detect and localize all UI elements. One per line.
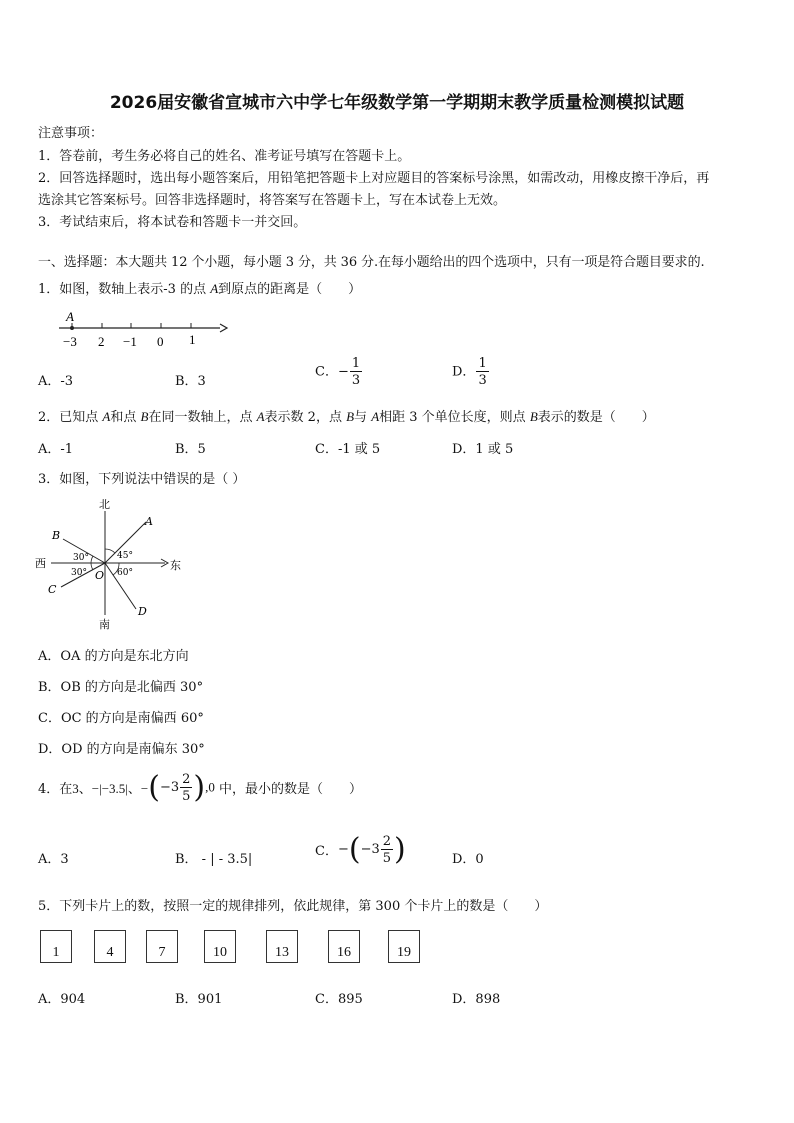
tick-label: 2 bbox=[98, 334, 105, 349]
label-b: B bbox=[52, 529, 61, 542]
q5-option-a: A．904 bbox=[38, 992, 86, 1007]
question-5-stem: 5．下列卡片上的数，按照一定的规律排列，依此规律，第 300 个卡片上的数是（ ） bbox=[38, 899, 548, 914]
q5-option-b: B．901 bbox=[175, 992, 223, 1007]
q2-option-c: C．-1 或 5 bbox=[315, 442, 381, 457]
number-card: 19 bbox=[388, 930, 420, 963]
notice-item: 3．考试结束后，将本试卷和答题卡一并交回。 bbox=[38, 215, 307, 230]
compass-figure bbox=[33, 497, 193, 632]
tick-label: 1 bbox=[189, 332, 196, 347]
question-1-stem: 1．如图，数轴上表示-3 的点 A到原点的距离是（ ） bbox=[38, 281, 362, 297]
q3-option-c: C．OC 的方向是南偏西 60° bbox=[38, 711, 204, 726]
point-a-label: A bbox=[66, 309, 74, 324]
number-card: 7 bbox=[146, 930, 178, 963]
q1-option-d: D． $\frac{1}{3}$ bbox=[452, 356, 487, 388]
label-a: A bbox=[145, 515, 153, 528]
q3-option-a: A．OA 的方向是东北方向 bbox=[38, 649, 189, 664]
notice-heading: 注意事项： bbox=[38, 126, 104, 141]
q3-option-d: D．OD 的方向是南偏东 30° bbox=[38, 742, 205, 757]
q5-option-d: D．898 bbox=[452, 992, 501, 1007]
q3-option-b: B．OB 的方向是北偏西 30° bbox=[38, 680, 204, 695]
notice-item: 选涂其它答案标号。回答非选择题时，将答案写在答题卡上，写在本试卷上无效。 bbox=[38, 193, 507, 208]
section-header: 一、选择题：本大题共 12 个小题，每小题 3 分，共 36 分.在每小题给出的四个选项中，只有一项是符合题目要求的. bbox=[38, 255, 705, 270]
number-card: 10 bbox=[204, 930, 236, 963]
question-4-stem: 4．在3、−|−3.5|、−(−3 $\frac{2}{5}$ ),0 中，最小的数是（ ） bbox=[38, 770, 363, 805]
q2-option-b: B．5 bbox=[175, 442, 206, 457]
q4-option-a: A．3 bbox=[38, 852, 69, 867]
number-card: 13 bbox=[266, 930, 298, 963]
angle-label: 30° bbox=[71, 568, 87, 578]
number-card: 16 bbox=[328, 930, 360, 963]
q2-option-d: D．1 或 5 bbox=[452, 442, 514, 457]
q4-option-d: D．0 bbox=[452, 852, 484, 867]
notice-item: 2．回答选择题时，选出每小题答案后，用铅笔把答题卡上对应题目的答案标号涂黑，如需改动，用橡皮擦干净后，再 bbox=[38, 171, 710, 186]
q2-option-a: A．-1 bbox=[38, 442, 74, 457]
label-o: O bbox=[95, 569, 105, 582]
page-title: 2026届安徽省宣城市六中学七年级数学第一学期期末教学质量检测模拟试题 bbox=[109, 93, 685, 113]
label-c: C bbox=[48, 583, 57, 596]
tick-label: 0 bbox=[157, 334, 164, 349]
question-2-stem: 2．已知点 A和点 B在同一数轴上，点 A表示数 2，点 B与 A相距 3 个单位长度，则点 B表示的数是（ ） bbox=[38, 409, 655, 425]
number-card: 4 bbox=[94, 930, 126, 963]
angle-label: 60° bbox=[117, 568, 133, 578]
q1-option-c: C．− $\frac{1}{3}$ bbox=[315, 356, 361, 388]
q4-option-b: B． - | - 3.5| bbox=[175, 852, 253, 867]
axis-arrow bbox=[220, 324, 227, 332]
notice-item: 1．答卷前，考生务必将自己的姓名、准考证号填写在答题卡上。 bbox=[38, 149, 411, 164]
label-north: 北 bbox=[99, 498, 110, 511]
number-card: 1 bbox=[40, 930, 72, 963]
q1-option-b: B．3 bbox=[175, 374, 206, 389]
number-line-figure bbox=[55, 305, 235, 350]
label-east: 东 bbox=[170, 559, 181, 572]
q4-option-c: C．−(−3 $\frac{2}{5}$ ) bbox=[315, 832, 406, 867]
label-d: D bbox=[138, 605, 147, 618]
angle-label: 30° bbox=[73, 553, 89, 563]
q5-option-c: C．895 bbox=[315, 992, 363, 1007]
q1-option-a: A．-3 bbox=[38, 374, 74, 389]
point-a bbox=[70, 326, 74, 330]
tick-label: −3 bbox=[63, 334, 77, 349]
angle-label: 45° bbox=[117, 551, 133, 561]
label-west: 西 bbox=[35, 557, 46, 570]
question-3-stem: 3．如图，下列说法中错误的是（ ） bbox=[38, 472, 246, 487]
tick-label: −1 bbox=[123, 334, 137, 349]
label-south: 南 bbox=[99, 618, 110, 631]
